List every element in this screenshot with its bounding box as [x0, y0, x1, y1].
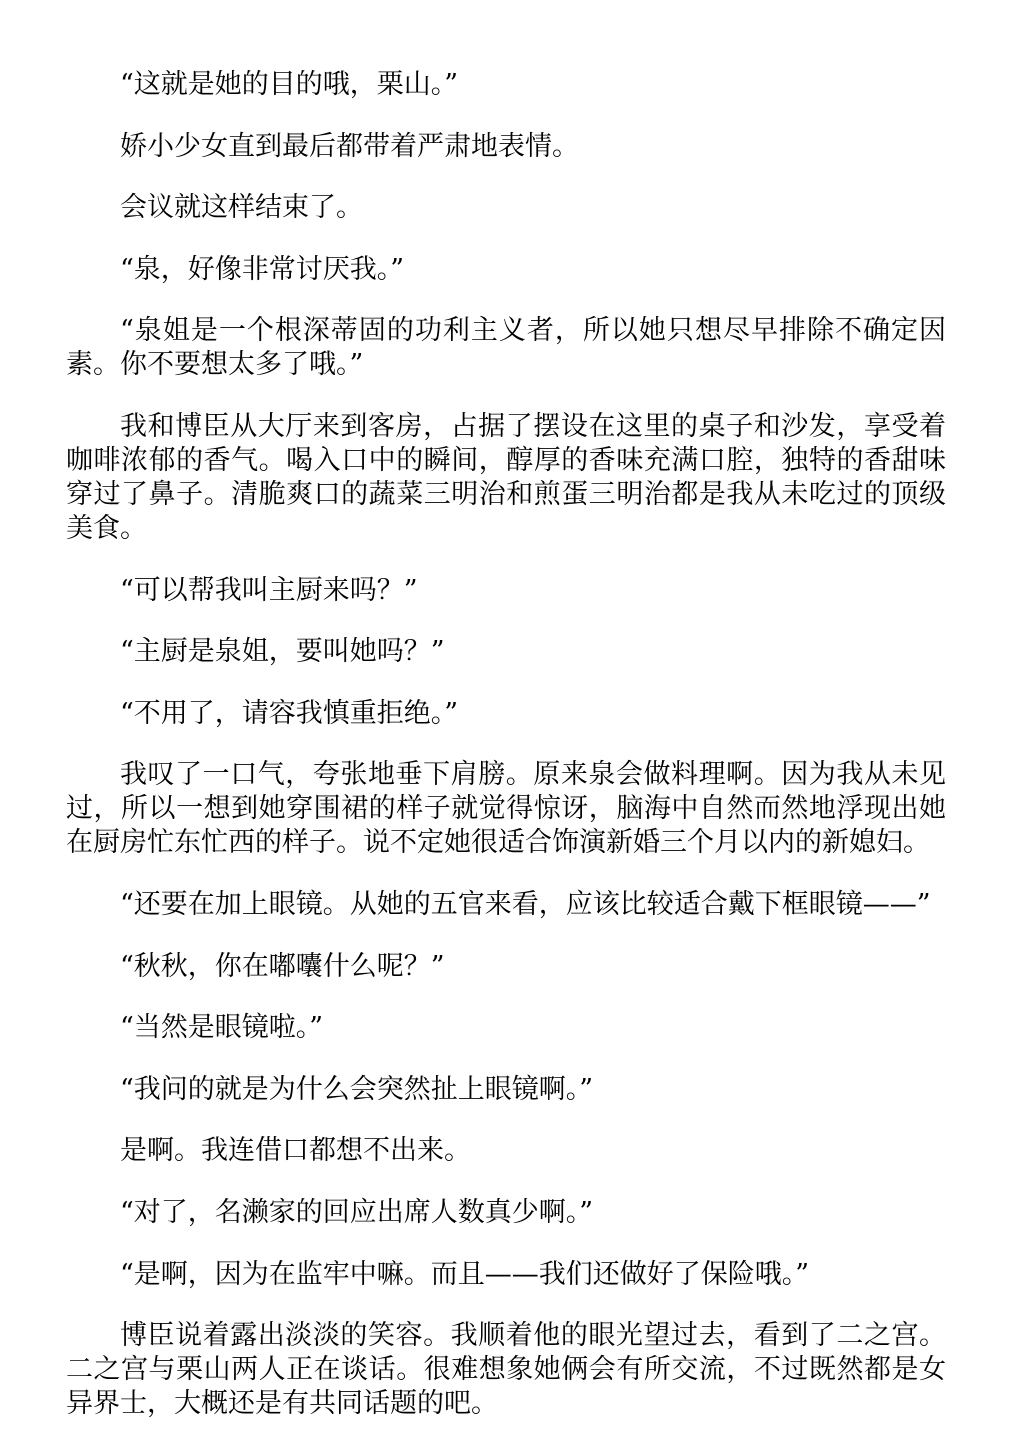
document-page	[66, 68, 946, 1449]
paragraph-8: “主厨是泉姐，要叫她吗？”	[120, 636, 445, 668]
paragraph-9: “不用了，请容我慎重拒绝。”	[120, 697, 459, 729]
paragraph-4: “泉，好像非常讨厌我。”	[120, 253, 405, 285]
paragraph-10: 我叹了一口气，夸张地垂下肩膀。原来泉会做料理啊。因为我从未见过，所以一想到她穿围裙的样子就觉得惊讶，脑海中自然而然地浮现出她在厨房忙东忙西的样子。说不定她很适合饰演新婚三个月以内的新媳妇。	[66, 759, 946, 859]
paragraph-15: 是啊。我连借口都想不出来。	[120, 1135, 471, 1167]
paragraph-2: 娇小少女直到最后都带着严肃地表情。	[120, 130, 579, 162]
paragraph-17: “是啊，因为在监牢中嘛。而且——我们还做好了保险哦。”	[120, 1258, 810, 1290]
paragraph-3: 会议就这样结束了。	[120, 192, 363, 224]
paragraph-11: “还要在加上眼镜。从她的五官来看，应该比较适合戴下框眼镜——”	[120, 888, 931, 920]
paragraph-14: “我问的就是为什么会突然扯上眼镜啊。”	[120, 1073, 594, 1105]
paragraph-5: “泉姐是一个根深蒂固的功利主义者，所以她只想尽早排除不确定因素。你不要想太多了哦。”	[66, 315, 946, 381]
paragraph-6: 我和博臣从大厅来到客房，占据了摆设在这里的桌子和沙发，享受着咖啡浓郁的香气。喝入口中的瞬间，醇厚的香味充满口腔，独特的香甜味穿过了鼻子。清脆爽口的蔬菜三明治和煎蛋三明治都是我从未吃过的顶级美食。	[66, 410, 946, 544]
paragraph-18: 博臣说着露出淡淡的笑容。我顺着他的眼光望过去，看到了二之宫。二之宫与栗山两人正在谈话。很难想象她俩会有所交流，不过既然都是女异界士，大概还是有共同话题的吧。	[66, 1320, 946, 1420]
paragraph-1: “这就是她的目的哦，栗山。”	[120, 69, 459, 100]
paragraph-7: “可以帮我叫主厨来吗？”	[120, 574, 418, 606]
paragraph-16: “对了，名濑家的回应出席人数真少啊。”	[120, 1196, 594, 1228]
paragraph-12: “秋秋，你在嘟囔什么呢？”	[120, 950, 445, 982]
paragraph-13: “当然是眼镜啦。”	[120, 1012, 324, 1044]
